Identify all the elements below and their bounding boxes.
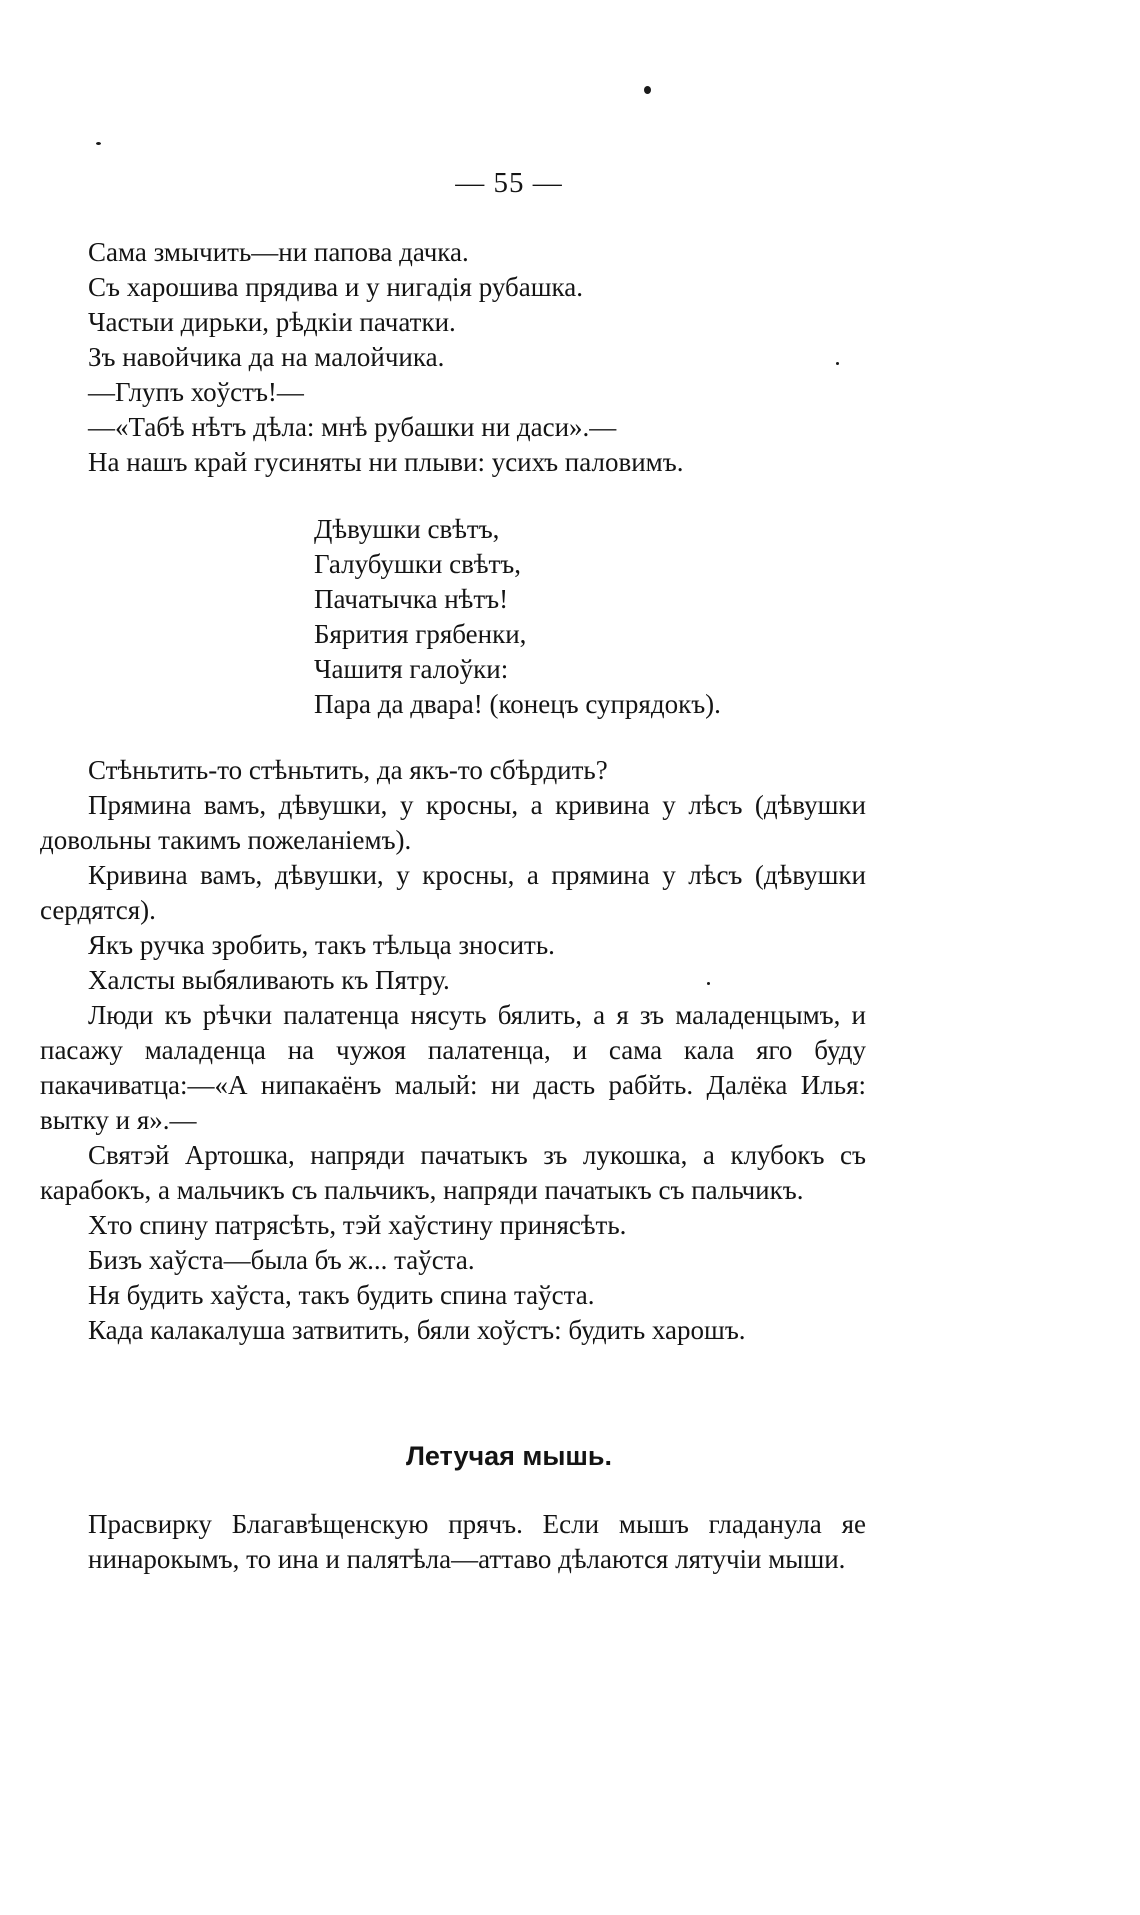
verse-line: На нашъ край гусиняты ни плыви: усихъ паловимъ. — [88, 447, 684, 477]
proverbs-block — [40, 753, 866, 1348]
section-text: Прасвирку Благавѣщенскую прячъ. Если мышъ гладанула яе нинарокымъ, то ина и палятѣла—аттаво дѣлаются лятучiи мыши. — [88, 1509, 866, 1574]
proverb: Якъ ручка зробить, такъ тѣльца зносить. — [88, 930, 555, 960]
proverb: Бизъ хаўста—была бъ ж... таўста. — [88, 1245, 475, 1275]
verse-line: Зъ навойчика да на малойчика. — [88, 342, 445, 372]
proverb: Прямина вамъ, дѣвушки, у кросны, а кривина у лѣсъ (дѣвушки довольны такимъ пожеланiемъ). — [40, 790, 866, 855]
proverb: Хто спину патрясѣть, тэй хаўстину принясѣть. — [88, 1210, 627, 1240]
verse-line: —Глупъ хоўстъ!— — [88, 377, 304, 407]
song-line: Галубушки свѣтъ, — [314, 549, 521, 579]
proverb: Кривина вамъ, дѣвушки, у кросны, а прямина у лѣсъ (дѣвушки сердятся). — [40, 860, 866, 925]
proverb: Стѣньтить-то стѣньтить, да якъ-то сбѣрдить? — [88, 755, 608, 785]
verse-line: Съ харошива прядива и у нигадія рубашка. — [88, 272, 583, 302]
song-block — [314, 512, 874, 722]
proverb: Святэй Артошка, напряди пачатыкъ зъ лукошка, а клубокъ съ карабокъ, а мальчикъ съ пальчикъ, напряди пачатыкъ съ пальчикъ. — [40, 1140, 866, 1205]
song-line: Пачатычка нѣтъ! — [314, 584, 509, 614]
verse-line: —«Табѣ нѣтъ дѣла: мнѣ рубашки ни даси».— — [88, 412, 617, 442]
proverb: Люди къ рѣчки палатенца нясуть бялить, а я зъ маладенцымъ, и пасажу маладенца на чужоя палатенца, и сама кала яго буду пакачиватца:—«А нипакаёнъ малый: ни дасть рабйть. Далёка Илья: вытку и я».— — [40, 1000, 866, 1135]
song-line: Чашитя галоўки: — [314, 654, 509, 684]
song-line: Пара да двара! (конецъ супрядокъ). — [314, 689, 721, 719]
song-line: Дѣвушки свѣтъ, — [314, 514, 500, 544]
verse-block — [88, 235, 866, 480]
verse-line: Сама змычить—ни папова дачка. — [88, 237, 469, 267]
proverb: Када калакалуша затвитить, бяли хоўстъ: будить харошъ. — [88, 1315, 746, 1345]
page-number: — 55 — — [455, 167, 563, 199]
song-line: Бярития грябенки, — [314, 619, 527, 649]
ink-speck — [644, 86, 651, 94]
section-title: Летучая мышь. — [405, 1441, 613, 1471]
ink-speck — [96, 142, 101, 145]
verse-line: Частыи дирьки, рѣдкiи пачатки. — [88, 307, 456, 337]
proverb: Ня будить хаўста, такъ будить спина таўста. — [88, 1280, 595, 1310]
proverb: Халсты выбяливають къ Пятру. — [88, 965, 450, 995]
